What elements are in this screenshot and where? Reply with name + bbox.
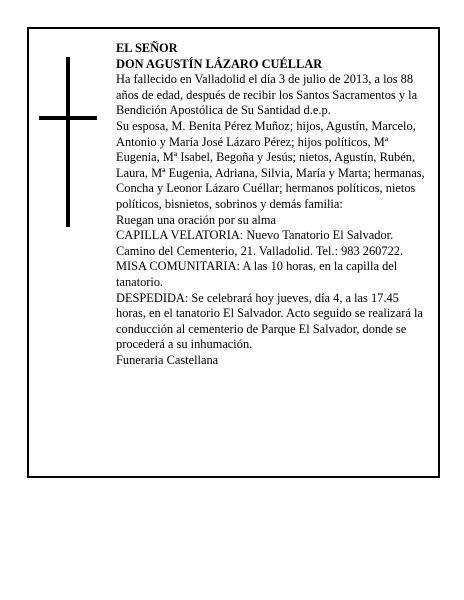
chapel-info: CAPILLA VELATORIA: Nuevo Tanatorio El Salvador. Camino del Cementerio, 21. Valladolid. Tel.: 983 260722. MISA COMUNITARIA: A las 10 horas, en la capilla del tanatorio.	[116, 228, 404, 289]
obituary-text	[116, 41, 428, 368]
funeral-home: Funeraria Castellana	[116, 352, 219, 367]
family-list: Su esposa, M. Benita Pérez Muñoz; hijos, Agustín, Marcelo, Antonio y María José Lázaro Pérez; hijos políticos, Mª Eugenia, Mª Isabel, Begoña y Jesús; nietos, Agustín, Rubén, Laura, Mª Eugenia, Adriana, Silvia, María y Marta; hermanas, Concha y Leonor Lázaro Cuéllar; hermanos políticos, nietos políticos, bisnietos, sobrinos y demás familia:	[116, 118, 425, 211]
heading-title: EL SEÑOR	[116, 41, 178, 55]
obituary-notice	[27, 27, 440, 478]
prayer-request: Ruegan una oración por su alma	[116, 212, 276, 227]
deceased-name: DON AGUSTÍN LÁZARO CUÉLLAR	[116, 56, 323, 71]
farewell-info: DESPEDIDA: Se celebrará hoy jueves, día 4, a las 17.45 horas, en el tanatorio El Salvador. Acto seguido se realizará la conducción al cementerio de Parque El Salvador, donde se procederá a su inhumación.	[116, 290, 423, 352]
death-announcement: Ha fallecido en Valladolid el día 3 de julio de 2013, a los 88 años de edad, después de recibir los Santos Sacramentos y la Bendición Apostólica de Su Santidad d.e.p.	[116, 72, 418, 118]
cross-horizontal-bar	[39, 116, 97, 120]
cross-vertical-bar	[66, 57, 70, 227]
cross-icon	[39, 57, 97, 227]
